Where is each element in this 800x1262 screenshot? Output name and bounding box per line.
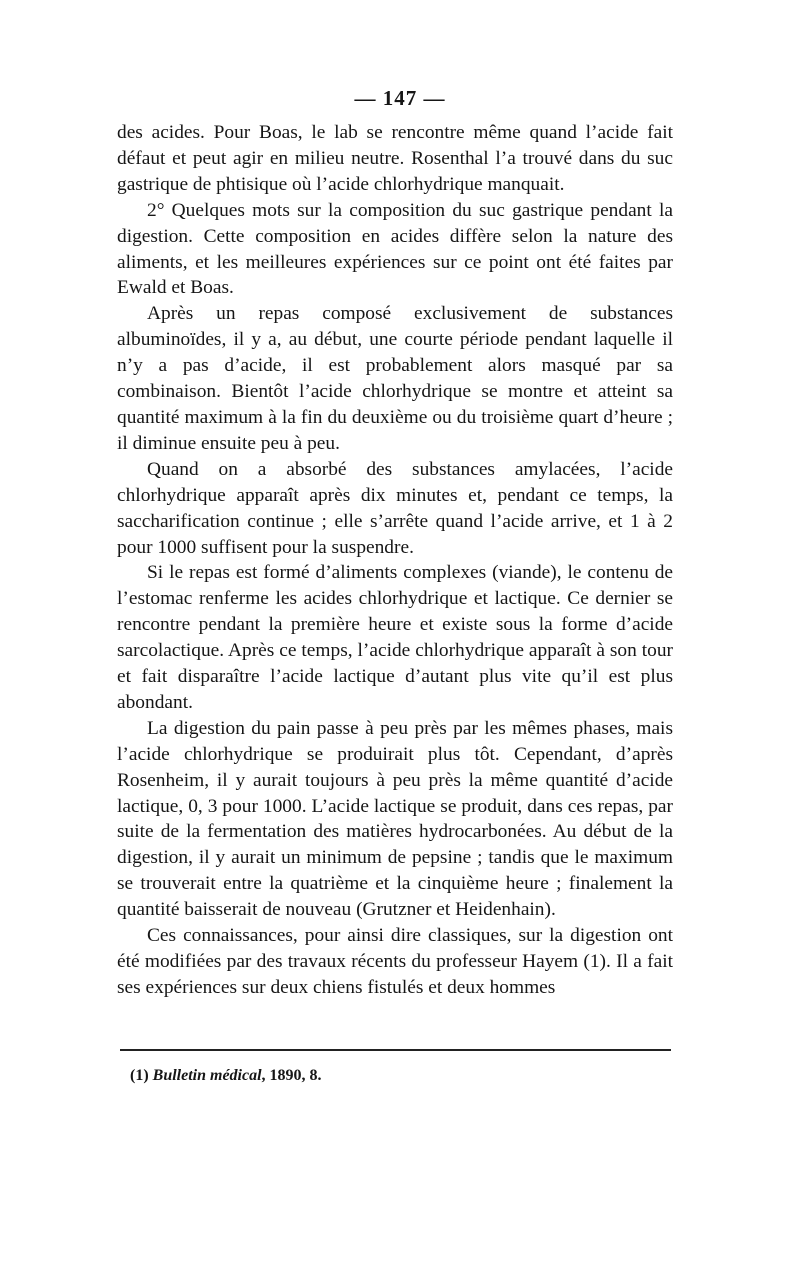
- paragraph-1: des acides. Pour Boas, le lab se rencontre même quand l’acide fait défaut et peut agir en milieu neutre. Rosenthal l’a trouvé dans du suc gastrique de phtisique où l’acide chlorhydrique manquait.: [117, 122, 673, 195]
- paragraph-5: Si le repas est formé d’aliments complexes (viande), le contenu de l’estomac renferme les acides chlorhydrique et lactique. Ce dernier se rencontre pendant la première heure et existe sous la forme d’acide sarcolactique. Après ce temps, l’acide chlorhydrique apparaît à son tour et fait disparaître l’acide lactique d’autant plus vite qu’il est plus abondant.: [117, 562, 673, 713]
- body-text: [117, 120, 673, 1001]
- paragraph-7: Ces connaissances, pour ainsi dire classiques, sur la digestion ont été modifiées par des travaux récents du professeur Hayem (1). Il a fait ses expériences sur deux chiens fistulés et deux hommes: [117, 925, 673, 998]
- paragraph-2: 2° Quelques mots sur la composition du suc gastrique pendant la digestion. Cette composition en acides diffère selon la nature des aliments, et les meilleures expériences sur ce point ont été faites par Ewald et Boas.: [117, 199, 673, 299]
- page-number: — 147 —: [354, 86, 446, 110]
- paragraph-3: Après un repas composé exclusivement de substances albuminoïdes, il y a, au début, une courte période pendant laquelle il n’y a pas d’acide, il est probablement alors masqué par sa combinaison. Bientôt l’acide chlorhydrique se montre et atteint sa quantité maximum à la fin du deuxième ou du troisième quart d’heure ; il diminue ensuite peu à peu.: [117, 303, 673, 454]
- paragraph-6: La digestion du pain passe à peu près par les mêmes phases, mais l’acide chlorhydrique se produirait plus tôt. Cependant, d’après Rosenheim, il y aurait toujours à peu près la même quantité d’acide lactique, 0, 3 pour 1000. L’acide lactique se produit, dans ces repas, par suite de la fermentation des matières hydrocarbonées. Au début de la digestion, il y aurait un minimum de pepsine ; tandis que le maximum se trouverait entre la quatrième et la cinquième heure ; finalement la quantité baisserait de nouveau (Grutzner et Heidenhain).: [117, 717, 673, 921]
- paragraph-4: Quand on a absorbé des substances amylacées, l’acide chlorhydrique apparaît après dix minutes et, pendant ce temps, la saccharification continue ; elle s’arrête quand l’acide arrive, et 1 à 2 pour 1000 suffisent pour la suspendre.: [117, 458, 673, 558]
- footnote: [130, 1067, 322, 1085]
- footnote-marker: (1): [130, 1067, 149, 1084]
- footnote-title: Bulletin médical: [152, 1067, 262, 1084]
- footnote-details: , 1890, 8.: [261, 1067, 322, 1084]
- footnote-divider: [120, 1049, 671, 1051]
